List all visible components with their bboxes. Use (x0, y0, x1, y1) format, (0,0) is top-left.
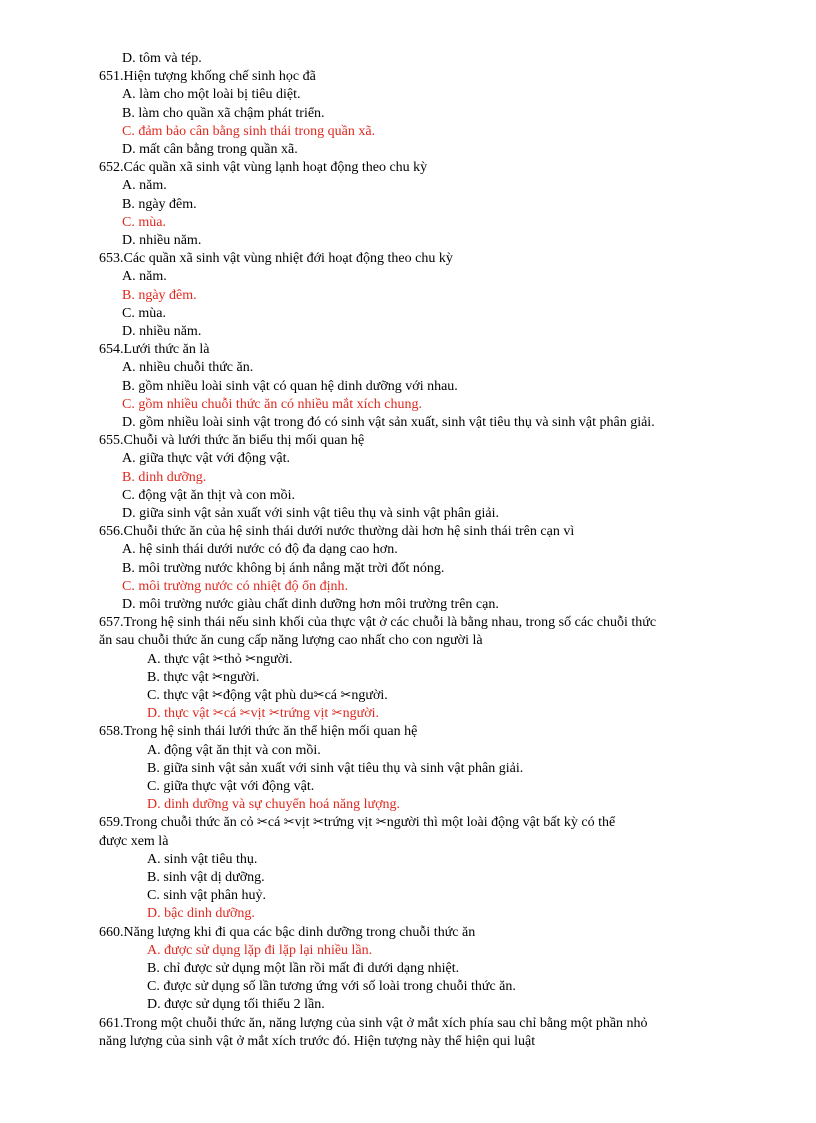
scissors-arrow-icon: ✂ (212, 669, 224, 685)
answer-option: C. động vật ăn thịt và con mồi. (122, 487, 296, 503)
answer-option: B. ngày đêm. (122, 287, 197, 303)
text-segment: cá (267, 815, 284, 831)
question-text: 658.Trong hệ sinh thái lưới thức ăn thể hiện mối quan hệ (99, 724, 418, 740)
text-segment: D. thực vật (147, 706, 213, 722)
question-text-continued: năng lượng của sinh vật ở mắt xích trước đó. Hiện tượng này thể hiện qui luật (99, 1033, 536, 1049)
answer-option: C. môi trường nước có nhiệt độ ổn định. (122, 578, 348, 594)
answer-option: C. mùa. (122, 214, 166, 230)
text-segment: A. thực vật (147, 651, 213, 667)
answer-option: D. mất cân bằng trong quần xã. (122, 142, 298, 157)
answer-option: A. năm. (122, 269, 167, 285)
answer-option: D. bậc dinh dưỡng. (147, 906, 255, 922)
answer-option: B. gồm nhiều loài sinh vật có quan hệ dinh dưỡng với nhau. (122, 378, 458, 394)
answer-option: D. tôm và tép. (122, 51, 202, 66)
question-text: 660.Năng lượng khi đi qua các bậc dinh dưỡng trong chuỗi thức ăn (99, 924, 476, 940)
text-segment: B. thực vật (147, 669, 213, 685)
answer-option: A. được sử dụng lặp đi lặp lại nhiều lần. (147, 942, 373, 958)
answer-option: D. được sử dụng tối thiểu 2 lần. (147, 997, 325, 1013)
answer-option (147, 687, 388, 705)
text-segment: người. (256, 651, 293, 667)
text-segment: cá (223, 706, 240, 722)
answer-option: D. nhiều năm. (122, 324, 202, 339)
answer-option: D. môi trường nước giàu chất dinh dưỡng hơn môi trường trên cạn. (122, 597, 499, 612)
answer-option: D. dinh dưỡng và sự chuyển hoá năng lượng. (147, 797, 400, 813)
answer-option: C. sinh vật phân huỷ. (147, 888, 266, 904)
scissors-arrow-icon: ✂ (331, 706, 343, 722)
scissors-arrow-icon: ✂ (212, 706, 224, 722)
scissors-arrow-icon: ✂ (313, 688, 325, 703)
answer-option (147, 669, 259, 687)
answer-option: A. làm cho một loài bị tiêu diệt. (122, 87, 301, 103)
answer-option: D. nhiều năm. (122, 233, 202, 248)
text-segment: C. thực vật (147, 688, 213, 703)
scissors-arrow-icon: ✂ (212, 651, 224, 667)
text-segment: trứng vịt (279, 706, 332, 722)
question-text: 656.Chuỗi thức ăn của hệ sinh thái dưới nước thường dài hơn hệ sinh thái trên cạn vì (99, 524, 575, 540)
text-segment: người. (342, 706, 380, 722)
answer-option: D. gồm nhiều loài sinh vật trong đó có sinh vật sản xuất, sinh vật tiêu thụ và sinh vật phân giải. (122, 415, 655, 430)
scissors-arrow-icon: ✂ (245, 651, 257, 667)
answer-option: A. nhiều chuỗi thức ăn. (122, 360, 254, 376)
scissors-arrow-icon: ✂ (239, 706, 251, 722)
scissors-arrow-icon: ✂ (283, 815, 295, 831)
scissors-arrow-icon: ✂ (375, 815, 387, 831)
answer-option: C. giữa thực vật với động vật. (147, 779, 315, 794)
answer-option: A. hệ sinh thái dưới nước có độ đa dạng cao hơn. (122, 542, 398, 558)
answer-option: C. đảm bảo cân bằng sinh thái trong quần xã. (122, 123, 376, 139)
answer-option (147, 651, 293, 669)
answer-option: B. sinh vật dị dưỡng. (147, 870, 265, 885)
text-segment: cá (324, 688, 341, 703)
text-segment: người. (351, 688, 388, 703)
answer-option: B. môi trường nước không bị ánh nắng mặt trời đốt nóng. (122, 560, 445, 576)
question-text: 654.Lưới thức ăn là (99, 342, 210, 358)
scissors-arrow-icon: ✂ (312, 815, 324, 831)
question-text-continued: ăn sau chuỗi thức ăn cung cấp năng lượng cao nhất cho con người là (99, 633, 483, 649)
answer-option: B. giữa sinh vật sản xuất với sinh vật tiêu thụ và sinh vật phân giải. (147, 760, 524, 776)
scissors-arrow-icon: ✂ (256, 815, 268, 831)
answer-option: B. chỉ được sử dụng một lần rồi mất đi dưới dạng nhiệt. (147, 961, 460, 976)
answer-option: A. năm. (122, 178, 167, 194)
answer-option: C. mùa. (122, 305, 166, 321)
question-text-continued: được xem là (99, 833, 169, 849)
question-text (99, 814, 615, 832)
answer-option: B. làm cho quần xã chậm phát triển. (122, 105, 325, 121)
answer-option: B. dinh dưỡng. (122, 469, 207, 485)
answer-option (147, 705, 379, 723)
text-segment: người. (223, 669, 260, 685)
question-text: 661.Trong một chuỗi thức ăn, năng lượng của sinh vật ở mắt xích phía sau chỉ bằng một phần nhỏ (99, 1015, 648, 1031)
scissors-arrow-icon: ✂ (340, 688, 352, 703)
text-segment: 659.Trong chuỗi thức ăn cỏ (99, 815, 257, 831)
answer-option: A. sinh vật tiêu thụ. (147, 851, 258, 867)
text-segment: vịt (294, 815, 313, 831)
answer-option: B. ngày đêm. (122, 196, 197, 212)
question-text: 653.Các quần xã sinh vật vùng nhiệt đới hoạt động theo chu kỳ (99, 251, 453, 267)
scissors-arrow-icon: ✂ (212, 688, 224, 703)
text-segment: người thì một loài động vật bất kỳ có thể (386, 815, 616, 831)
text-segment: trứng vịt (323, 815, 376, 831)
answer-option: C. được sử dụng số lần tương ứng với số loài trong chuỗi thức ăn. (147, 979, 516, 995)
answer-option: D. giữa sinh vật sản xuất với sinh vật tiêu thụ và sinh vật phân giải. (122, 506, 499, 521)
answer-option: C. gồm nhiều chuỗi thức ăn có nhiều mắt xích chung. (122, 396, 422, 412)
text-segment: động vật phù du (223, 688, 314, 703)
text-segment: thỏ (223, 651, 246, 667)
text-segment: vịt (250, 706, 269, 722)
question-text: 652.Các quần xã sinh vật vùng lạnh hoạt động theo chu kỳ (99, 160, 428, 176)
scissors-arrow-icon: ✂ (268, 706, 280, 722)
question-text: 657.Trong hệ sinh thái nếu sinh khối của thực vật ở các chuỗi là bằng nhau, trong số các chuỗi thức (99, 615, 657, 631)
question-text: 651.Hiện tượng khống chế sinh học đã (99, 69, 316, 85)
answer-option: A. động vật ăn thịt và con mồi. (147, 742, 321, 758)
answer-option: A. giữa thực vật với động vật. (122, 451, 290, 467)
question-text: 655.Chuỗi và lưới thức ăn biểu thị mối quan hệ (99, 433, 365, 449)
